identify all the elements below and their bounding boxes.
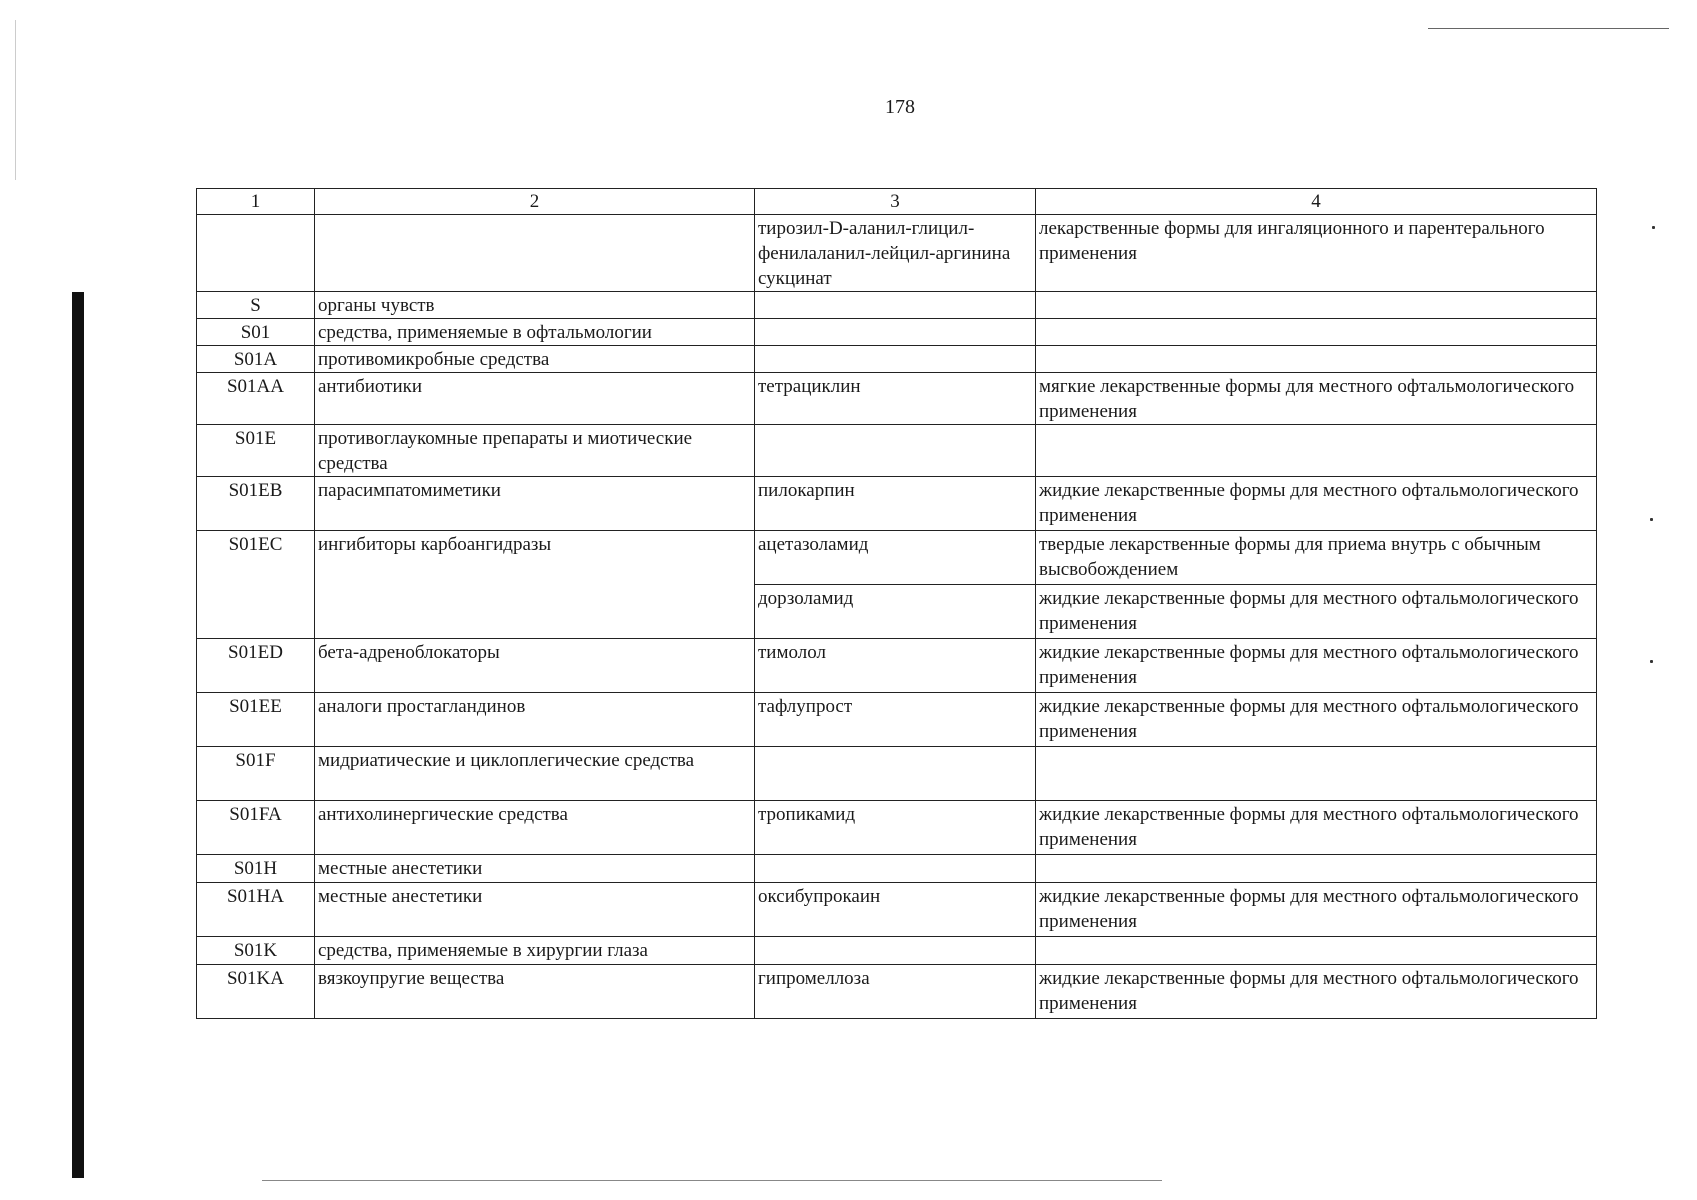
drug-cell: тимолол: [755, 639, 1036, 693]
form-cell: мягкие лекарственные формы для местного офтальмологического применения: [1036, 373, 1597, 425]
form-cell: [1036, 292, 1597, 319]
group-cell: противоглаукомные препараты и миотические средства: [315, 425, 755, 477]
drug-cell: оксибупрокаин: [755, 883, 1036, 937]
atc-code-cell: S01KA: [197, 965, 315, 1019]
group-cell: органы чувств: [315, 292, 755, 319]
table-row: [197, 801, 1597, 855]
header-row: [197, 189, 1597, 215]
drug-cell: [755, 319, 1036, 346]
form-cell: [1036, 855, 1597, 883]
scan-speck: [1650, 518, 1653, 521]
drug-cell: тирозил-D-аланил-глицил-фенилаланил-лейцил-аргинина сукцинат: [755, 215, 1036, 292]
table-row: [197, 855, 1597, 883]
form-cell: жидкие лекарственные формы для местного офтальмологического применения: [1036, 801, 1597, 855]
group-cell: парасимпатомиметики: [315, 477, 755, 531]
drug-cell: тропикамид: [755, 801, 1036, 855]
form-cell: [1036, 425, 1597, 477]
page-number: 178: [885, 96, 915, 118]
table-row: [197, 215, 1597, 292]
group-cell: вязкоупругие вещества: [315, 965, 755, 1019]
table-row: [197, 639, 1597, 693]
atc-code-cell: S01HA: [197, 883, 315, 937]
drug-cell: [755, 292, 1036, 319]
column-header: 1: [197, 189, 315, 215]
group-cell: средства, применяемые в хирургии глаза: [315, 937, 755, 965]
drug-cell: пилокарпин: [755, 477, 1036, 531]
atc-code-cell: S01K: [197, 937, 315, 965]
form-cell: жидкие лекарственные формы для местного офтальмологического применения: [1036, 477, 1597, 531]
form-cell: жидкие лекарственные формы для местного офтальмологического применения: [1036, 965, 1597, 1019]
form-cell: [1036, 319, 1597, 346]
table-row: [197, 477, 1597, 531]
form-cell: [1036, 747, 1597, 801]
group-cell: аналоги простагландинов: [315, 693, 755, 747]
drug-cell: [755, 747, 1036, 801]
atc-code-cell: S01AA: [197, 373, 315, 425]
group-cell: местные анестетики: [315, 883, 755, 937]
table-row: [197, 747, 1597, 801]
group-cell: антибиотики: [315, 373, 755, 425]
group-cell: [315, 215, 755, 292]
table-row: [197, 292, 1597, 319]
column-header: 4: [1036, 189, 1597, 215]
group-cell: противомикробные средства: [315, 346, 755, 373]
drug-cell: дорзоламид: [755, 585, 1036, 639]
table-row: [197, 965, 1597, 1019]
drug-cell: [755, 346, 1036, 373]
group-cell: бета-адреноблокаторы: [315, 639, 755, 693]
atc-code-cell: S01E: [197, 425, 315, 477]
column-header: 2: [315, 189, 755, 215]
form-cell: твердые лекарственные формы для приема внутрь с обычным высвобождением: [1036, 531, 1597, 585]
group-cell: средства, применяемые в офтальмологии: [315, 319, 755, 346]
form-cell: [1036, 937, 1597, 965]
atc-code-cell: S01FA: [197, 801, 315, 855]
group-cell: антихолинергические средства: [315, 801, 755, 855]
scan-top-rule: [1428, 28, 1669, 29]
table-row: [197, 693, 1597, 747]
drug-cell: тетрациклин: [755, 373, 1036, 425]
scan-speck: [1650, 660, 1653, 663]
atc-code-cell: S01EC: [197, 531, 315, 639]
drug-cell: [755, 425, 1036, 477]
atc-code-cell: S01A: [197, 346, 315, 373]
atc-code-cell: S01EB: [197, 477, 315, 531]
group-cell: ингибиторы карбоангидразы: [315, 531, 755, 639]
column-header: 3: [755, 189, 1036, 215]
table-row: [197, 346, 1597, 373]
atc-code-cell: S: [197, 292, 315, 319]
scan-edge-bar: [72, 292, 84, 1178]
form-cell: жидкие лекарственные формы для местного офтальмологического применения: [1036, 585, 1597, 639]
drug-cell: ацетазоламид: [755, 531, 1036, 585]
atc-code-cell: S01H: [197, 855, 315, 883]
form-cell: жидкие лекарственные формы для местного офтальмологического применения: [1036, 693, 1597, 747]
scan-bottom-rule: [262, 1180, 1162, 1181]
table-row: [197, 937, 1597, 965]
group-cell: местные анестетики: [315, 855, 755, 883]
group-cell: мидриатические и циклоплегические средства: [315, 747, 755, 801]
drug-cell: [755, 937, 1036, 965]
drug-cell: [755, 855, 1036, 883]
atc-code-cell: S01: [197, 319, 315, 346]
atc-code-cell: S01EE: [197, 693, 315, 747]
table-row: [197, 531, 1597, 585]
atc-code-cell: S01ED: [197, 639, 315, 693]
form-cell: лекарственные формы для ингаляционного и парентерального применения: [1036, 215, 1597, 292]
drug-cell: гипромеллоза: [755, 965, 1036, 1019]
table-row: [197, 319, 1597, 346]
form-cell: жидкие лекарственные формы для местного офтальмологического применения: [1036, 639, 1597, 693]
form-cell: жидкие лекарственные формы для местного офтальмологического применения: [1036, 883, 1597, 937]
atc-code-cell: S01F: [197, 747, 315, 801]
table-row: [197, 373, 1597, 425]
table-row: [197, 425, 1597, 477]
table-row: [197, 883, 1597, 937]
scan-speck: [1652, 226, 1655, 229]
form-cell: [1036, 346, 1597, 373]
medication-table: [196, 188, 1597, 1019]
drug-cell: тафлупрост: [755, 693, 1036, 747]
atc-code-cell: [197, 215, 315, 292]
